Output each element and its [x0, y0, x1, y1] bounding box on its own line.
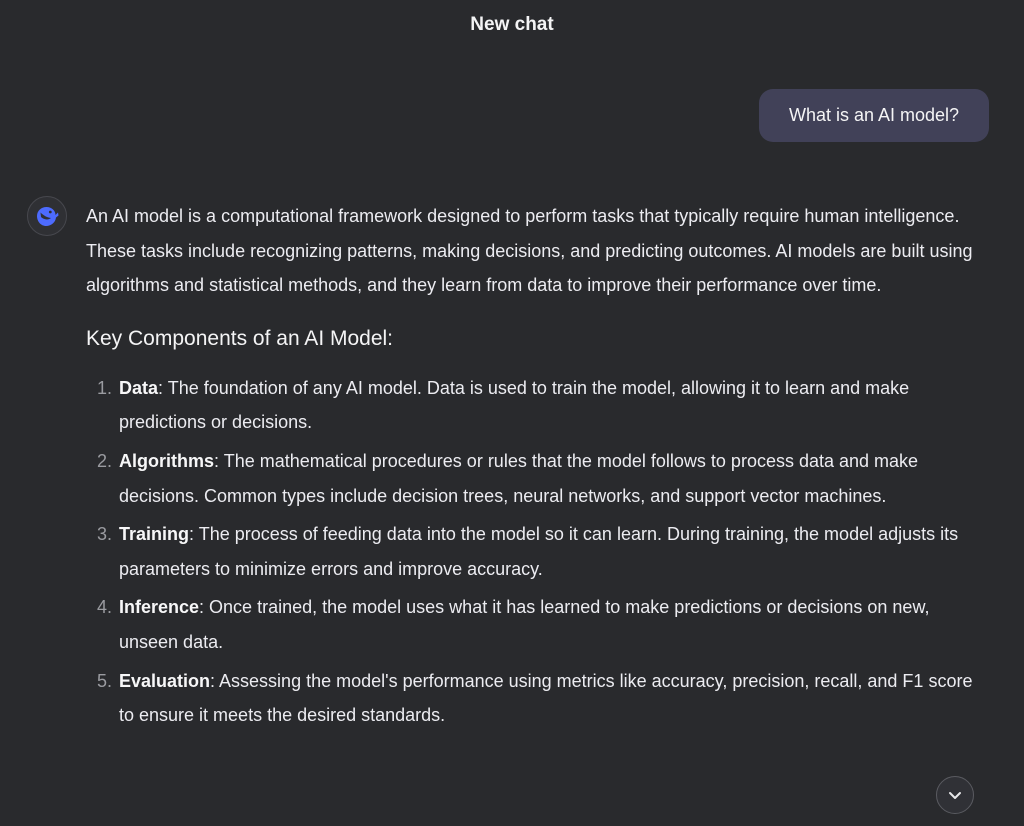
- list-item: [86, 590, 986, 659]
- list-item: [86, 444, 986, 513]
- list-item-description: : The mathematical procedures or rules that the model follows to process data and make decisions. Common types include decision trees, neural networks, and support vector machines.: [119, 450, 919, 506]
- user-message-bubble: [759, 89, 989, 142]
- list-item-term: Evaluation: [119, 670, 211, 691]
- list-item-number: 4.: [97, 597, 113, 618]
- whale-logo-icon: [34, 203, 60, 229]
- components-list: [86, 371, 986, 733]
- list-item-description: : The process of feeding data into the model so it can learn. During training, the model adjusts its parameters to minimize errors and improve accuracy.: [119, 524, 959, 579]
- page-title: New chat: [470, 14, 554, 35]
- list-item-number: 5.: [97, 670, 113, 691]
- list-item: [86, 371, 986, 440]
- list-item-term: Algorithms: [119, 450, 215, 471]
- assistant-avatar: [27, 196, 67, 236]
- list-item-term: Training: [119, 524, 190, 545]
- list-item-number: 1.: [97, 377, 113, 398]
- list-item: [86, 664, 986, 733]
- list-item-description: : Once trained, the model uses what it has learned to make predictions or decisions on new, unseen data.: [119, 597, 930, 652]
- list-item-description: : The foundation of any AI model. Data is used to train the model, allowing it to learn and make predictions or decisions.: [119, 377, 910, 433]
- list-item-number: 3.: [97, 524, 113, 545]
- scroll-to-bottom-button[interactable]: [936, 776, 974, 814]
- list-item-term: Inference: [119, 597, 200, 618]
- user-message-text: What is an AI model?: [788, 105, 960, 125]
- chevron-down-icon: [946, 786, 964, 804]
- list-item-number: 2.: [97, 450, 113, 471]
- assistant-answer: [86, 199, 986, 737]
- list-item: [86, 517, 986, 586]
- list-item-term: Data: [119, 377, 159, 398]
- answer-intro-paragraph: An AI model is a computational framework designed to perform tasks that typically require human intelligence. These tasks include recognizing patterns, making decisions, and predicting outcomes. AI models are built using algorithms and statistical methods, and they learn from data to improve their performance over time.: [86, 206, 973, 296]
- section-heading: Key Components of an AI Model:: [86, 326, 394, 350]
- list-item-description: : Assessing the model's performance using metrics like accuracy, precision, recall, and F1 score to ensure it meets the desired standards.: [119, 670, 973, 726]
